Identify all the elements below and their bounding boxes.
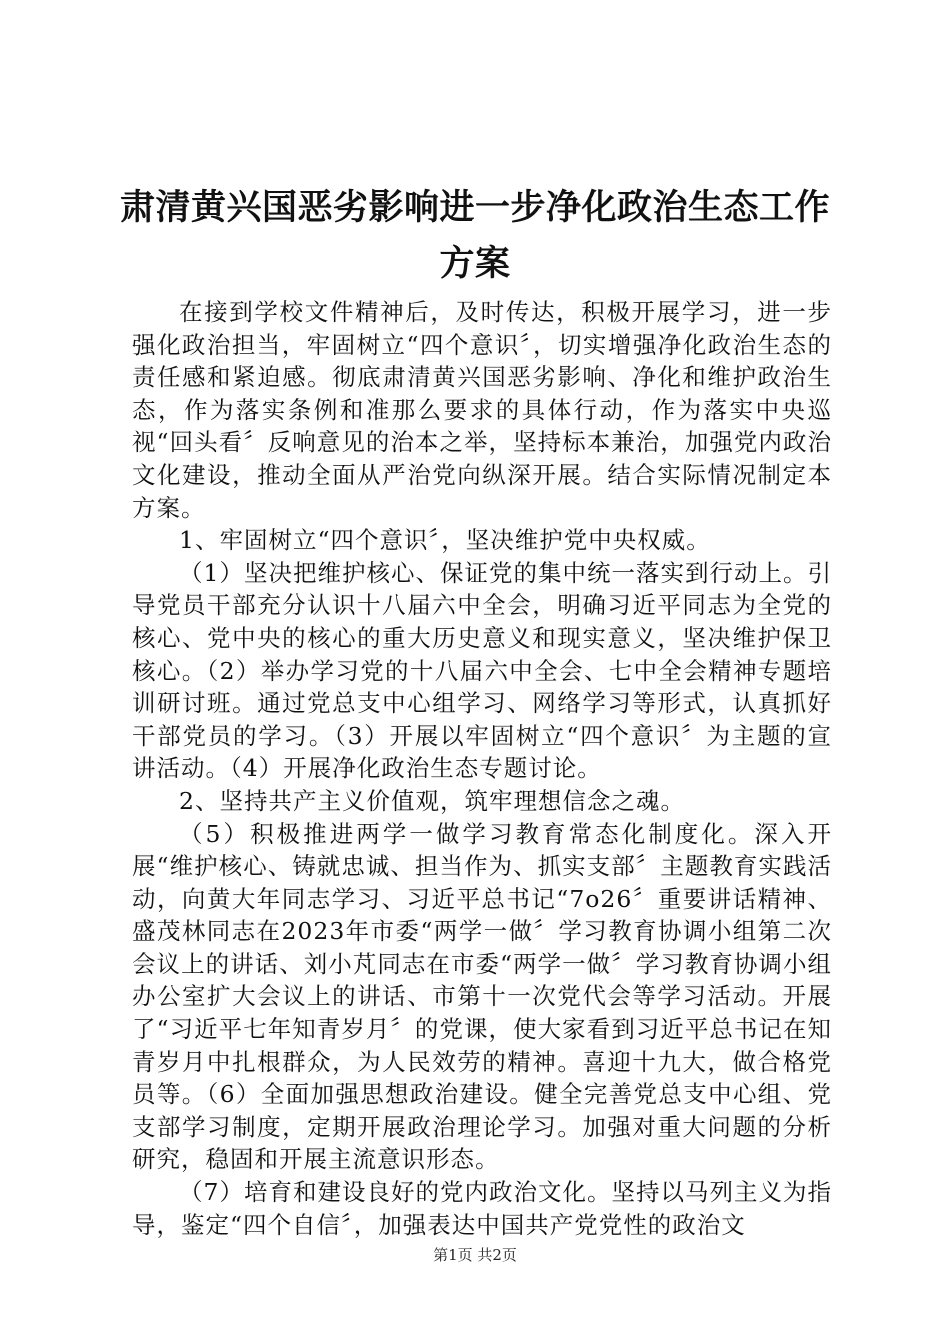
section-heading-2: 2、坚持共产主义价值观，筑牢理想信念之魂。 — [179, 786, 685, 815]
document-title-line1: 肃清黄兴国恶劣影响进一步净化政治生态工作 — [119, 187, 830, 228]
paragraph-item-7: （7）培育和建设良好的党内政治文化。坚持以马列主义为指导，鉴定“四个自信〞，加强表达中国共产党党性的政治文 — [132, 1178, 832, 1239]
section-heading-1: 1、牢固树立“四个意识〞，坚决维护党中央权威。 — [179, 526, 711, 555]
page-footer: 第1页 共2页 — [433, 1246, 517, 1264]
paragraph-section2-items: （5）积极推进两学一做学习教育常态化制度化。深入开展“维护核心、铸就忠诚、担当作为、抓实支部〞主题教育实践活动，向黄大年同志学习、习近平总书记“7o26〞重要讲话精神、盛茂林同志在2023年市委“两学一做〞学习教育协调小组第二次会议上的讲话、刘小芃同志在市委“两学一做〞学习教育协调小组办公室扩大会议上的讲话、市第十一次党代会等学习活动。开展了“习近平七年知青岁月〞的党课，使大家看到习近平总书记在知青岁月中扎根群众，为人民效劳的精神。喜迎十九大，做合格党员等。（6）全面加强思想政治建设。健全完善党总支中心组、党支部学习制度，定期开展政治理论学习。加强对重大问题的分析研究，稳固和开展主流意识形态。 — [132, 819, 832, 1174]
paragraph-intro: 在接到学校文件精神后，及时传达，积极开展学习，进一步强化政治担当，牢固树立“四个意识〞，切实增强净化政治生态的责任感和紧迫感。彻底肃清黄兴国恶劣影响、净化和维护政治生态，作为落实条例和准那么要求的具体行动，作为落实中央巡视“回头看〞反响意见的治本之举，坚持标本兼治，加强党内政治文化建设，推动全面从严治党向纵深开展。结合实际情况制定本方案。 — [132, 298, 832, 522]
paragraph-section1-items: （1）坚决把维护核心、保证党的集中统一落实到行动上。引导党员干部充分认识十八届六中全会，明确习近平同志为全党的核心、党中央的核心的重大历史意义和现实意义，坚决维护保卫核心。（2）举办学习党的十八届六中全会、七中全会精神专题培训研讨班。通过党总支中心组学习、网络学习等形式，认真抓好干部党员的学习。（3）开展以牢固树立“四个意识〞为主题的宣讲活动。（4）开展净化政治生态专题讨论。 — [132, 558, 832, 783]
document-body — [132, 296, 832, 1241]
document-title-line2: 方案 — [439, 243, 511, 284]
